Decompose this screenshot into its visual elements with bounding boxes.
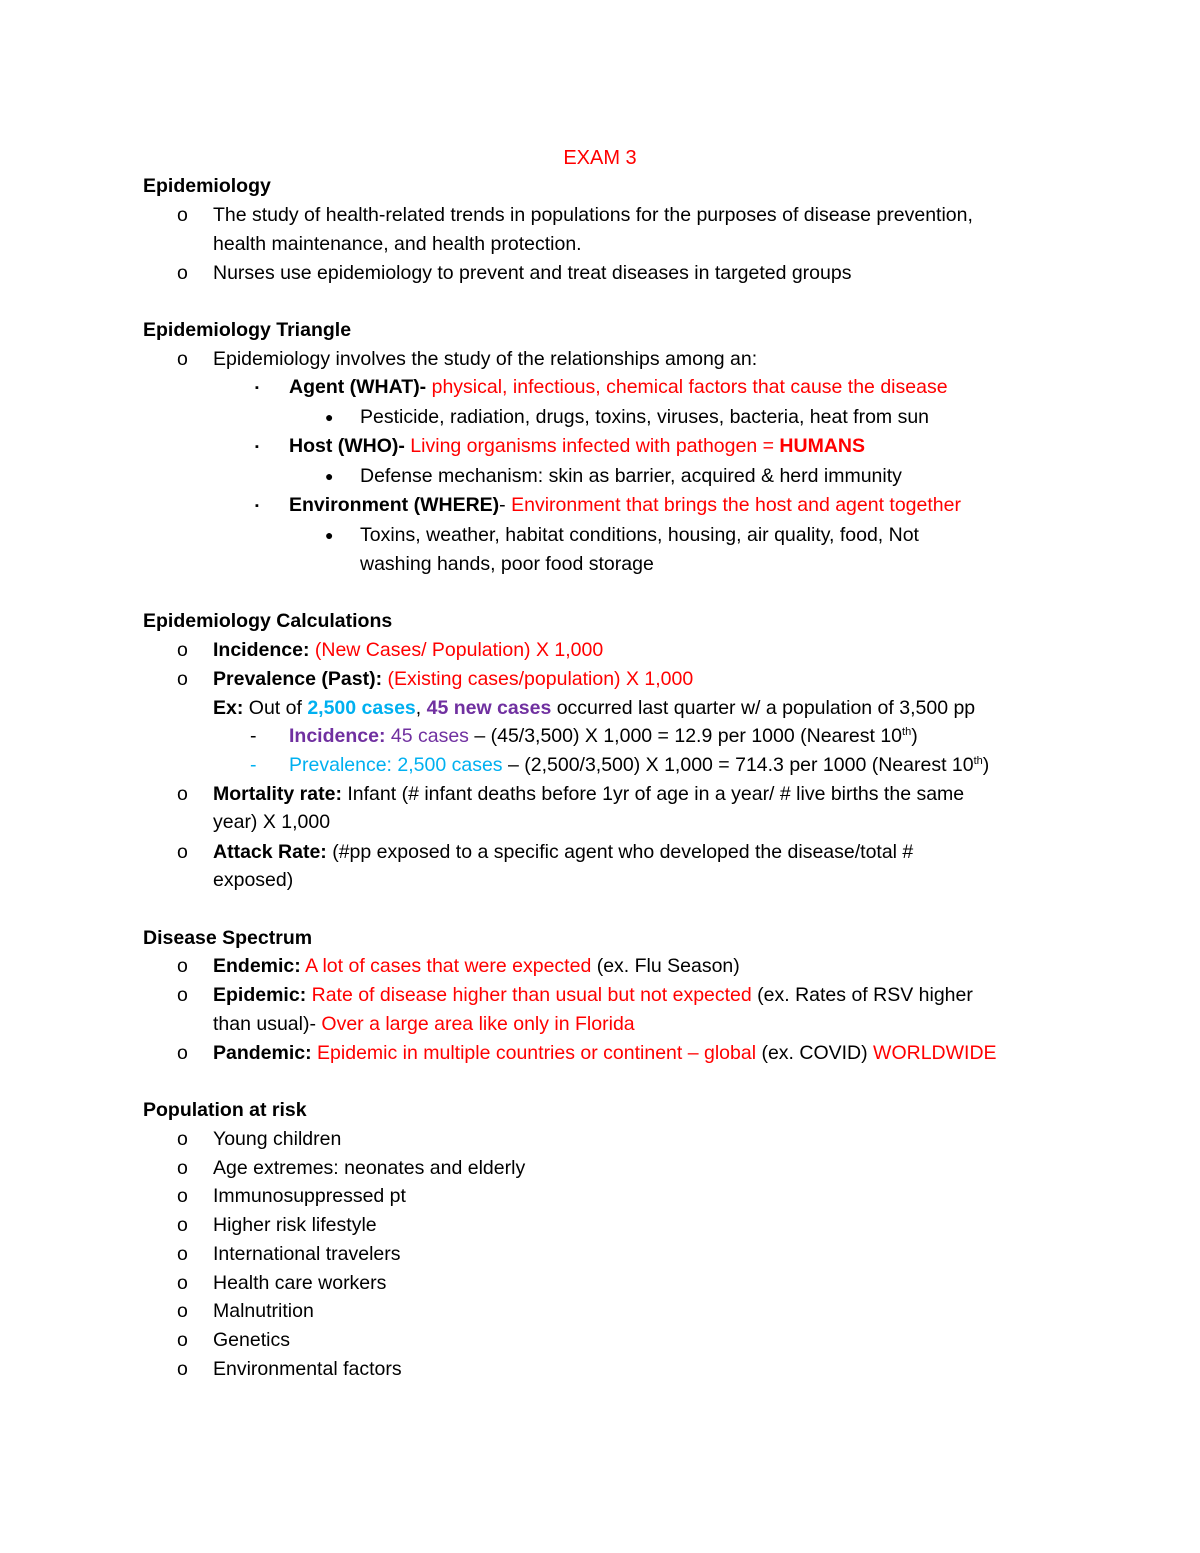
epidemic-label: Epidemic:: [213, 984, 307, 1006]
circle-bullet-icon: o: [177, 984, 188, 1006]
epidemic-description: Rate of disease higher than usual but not expected: [306, 984, 752, 1006]
list-item: Higher risk lifestyle: [213, 1214, 377, 1236]
list-item: Age extremes: neonates and elderly: [213, 1157, 526, 1179]
square-bullet-icon: ▪: [255, 382, 259, 394]
document-title: EXAM 3: [563, 147, 637, 169]
circle-bullet-icon: o: [177, 1128, 188, 1150]
prevalence-example-calc: – (2,500/3,500) X 1,000 = 714.3 per 1000 (Nearest 10: [502, 754, 974, 776]
list-item: Genetics: [213, 1329, 290, 1351]
list-item-continuation: exposed): [213, 869, 294, 891]
incidence-example-label: Incidence:: [289, 725, 386, 747]
superscript-th: th: [973, 755, 983, 767]
list-item: Malnutrition: [213, 1300, 314, 1322]
close-paren: ): [911, 725, 918, 747]
section-heading-calculations: Epidemiology Calculations: [143, 610, 393, 632]
pandemic-label: Pandemic:: [213, 1042, 312, 1064]
list-item-host-examples: Defense mechanism: skin as barrier, acquired & herd immunity: [360, 465, 902, 487]
circle-bullet-icon: o: [177, 348, 188, 370]
list-item-host: [289, 434, 865, 458]
environment-description: Environment that brings the host and agent together: [505, 494, 961, 516]
list-item: International travelers: [213, 1243, 401, 1265]
list-item-pandemic: [213, 1041, 997, 1065]
list-item-continuation: health maintenance, and health protection.: [213, 233, 582, 255]
list-item: Health care workers: [213, 1272, 387, 1294]
example-text: occurred last quarter w/ a population of 3,500 pp: [551, 697, 976, 719]
list-item: The study of health-related trends in populations for the purposes of disease prevention,: [213, 204, 973, 226]
pandemic-description: Epidemic in multiple countries or continent – global: [311, 1042, 757, 1064]
example-new-cases: 45 new cases: [426, 697, 552, 719]
example-line: [213, 696, 975, 720]
circle-bullet-icon: o: [177, 1272, 188, 1294]
circle-bullet-icon: o: [177, 262, 188, 284]
circle-bullet-icon: o: [177, 1157, 188, 1179]
pandemic-example: (ex. COVID): [756, 1042, 868, 1064]
list-item-agent-examples: Pesticide, radiation, drugs, toxins, viruses, bacteria, heat from sun: [360, 406, 930, 428]
list-item: Immunosuppressed pt: [213, 1185, 406, 1207]
example-cases: 2,500 cases: [307, 697, 416, 719]
section-heading-population-at-risk: Population at risk: [143, 1099, 307, 1121]
host-description: Living organisms infected with pathogen =: [404, 435, 780, 457]
square-bullet-icon: ▪: [255, 500, 259, 512]
circle-bullet-icon: o: [177, 1243, 188, 1265]
environment-label: Environment (WHERE): [289, 494, 500, 516]
circle-bullet-icon: o: [177, 668, 188, 690]
circle-bullet-icon: o: [177, 1185, 188, 1207]
endemic-label: Endemic:: [213, 955, 301, 977]
list-item-continuation: year) X 1,000: [213, 811, 331, 833]
section-heading-epidemiology: Epidemiology: [143, 175, 271, 197]
dot-bullet-icon: ●: [325, 409, 334, 425]
list-item-continuation: [213, 1012, 635, 1036]
circle-bullet-icon: o: [177, 841, 188, 863]
list-item-environment: [289, 493, 961, 517]
square-bullet-icon: ▪: [255, 441, 259, 453]
circle-bullet-icon: o: [177, 783, 188, 805]
list-item: Young children: [213, 1128, 342, 1150]
host-label: Host (WHO)-: [289, 435, 405, 457]
agent-label: Agent (WHAT)-: [289, 376, 427, 398]
endemic-description: A lot of cases that were expected: [300, 955, 592, 977]
close-paren: ): [982, 754, 990, 776]
incidence-formula: (New Cases/ Population) X 1,000: [309, 639, 604, 661]
list-item-prevalence: [213, 667, 693, 691]
incidence-example-calc: – (45/3,500) X 1,000 = 12.9 per 1000 (Nearest 10: [468, 725, 903, 747]
circle-bullet-icon: o: [177, 1358, 188, 1380]
incidence-example-cases: 45 cases: [385, 725, 469, 747]
section-heading-triangle: Epidemiology Triangle: [143, 319, 352, 341]
circle-bullet-icon: o: [177, 639, 188, 661]
list-item-epidemic: [213, 983, 973, 1007]
list-item: Nurses use epidemiology to prevent and treat diseases in targeted groups: [213, 262, 852, 284]
circle-bullet-icon: o: [177, 1300, 188, 1322]
dot-bullet-icon: ●: [325, 468, 334, 484]
epidemic-description-cont: Over a large area like only in Florida: [315, 1013, 635, 1035]
prevalence-example-label: Prevalence: 2,500 cases: [289, 754, 503, 776]
incidence-example: [289, 724, 918, 748]
epidemic-example: (ex. Rates of RSV higher: [751, 984, 973, 1006]
pandemic-worldwide: WORLDWIDE: [867, 1042, 997, 1064]
dot-bullet-icon: ●: [325, 527, 334, 543]
endemic-example: (ex. Flu Season): [591, 955, 740, 977]
incidence-label: Incidence:: [213, 639, 310, 661]
list-item-incidence: [213, 638, 603, 662]
example-comma: ,: [415, 697, 427, 719]
prevalence-formula: (Existing cases/population) X 1,000: [382, 668, 694, 690]
dash-bullet-icon: -: [250, 754, 257, 776]
list-item-endemic: [213, 954, 740, 978]
example-label: Ex:: [213, 697, 244, 719]
dash-bullet-icon: -: [250, 725, 257, 747]
circle-bullet-icon: o: [177, 955, 188, 977]
list-item-agent: [289, 375, 948, 399]
list-item-environment-examples: Toxins, weather, habitat conditions, housing, air quality, food, Not: [360, 524, 919, 546]
list-item-continuation: washing hands, poor food storage: [360, 553, 654, 575]
list-item: Environmental factors: [213, 1358, 402, 1380]
prevalence-example: [289, 753, 989, 777]
epidemic-example-cont: than usual)-: [213, 1013, 316, 1035]
circle-bullet-icon: o: [177, 204, 188, 226]
agent-description: physical, infectious, chemical factors that cause the disease: [426, 376, 948, 398]
circle-bullet-icon: o: [177, 1329, 188, 1351]
environment-dash: -: [499, 494, 506, 516]
list-item-mortality: [213, 782, 964, 806]
superscript-th: th: [902, 726, 912, 738]
mortality-label: Mortality rate:: [213, 783, 342, 805]
circle-bullet-icon: o: [177, 1042, 188, 1064]
attack-rate-label: Attack Rate:: [213, 841, 327, 863]
list-item-attack-rate: [213, 840, 913, 864]
example-text: Out of: [243, 697, 308, 719]
circle-bullet-icon: o: [177, 1214, 188, 1236]
prevalence-label: Prevalence (Past):: [213, 668, 383, 690]
mortality-text: Infant (# infant deaths before 1yr of age in a year/ # live births the same: [341, 783, 965, 805]
list-item: Epidemiology involves the study of the relationships among an:: [213, 348, 758, 370]
attack-rate-text: (#pp exposed to a specific agent who developed the disease/total #: [326, 841, 914, 863]
section-heading-spectrum: Disease Spectrum: [143, 927, 313, 949]
host-humans: HUMANS: [779, 435, 866, 457]
